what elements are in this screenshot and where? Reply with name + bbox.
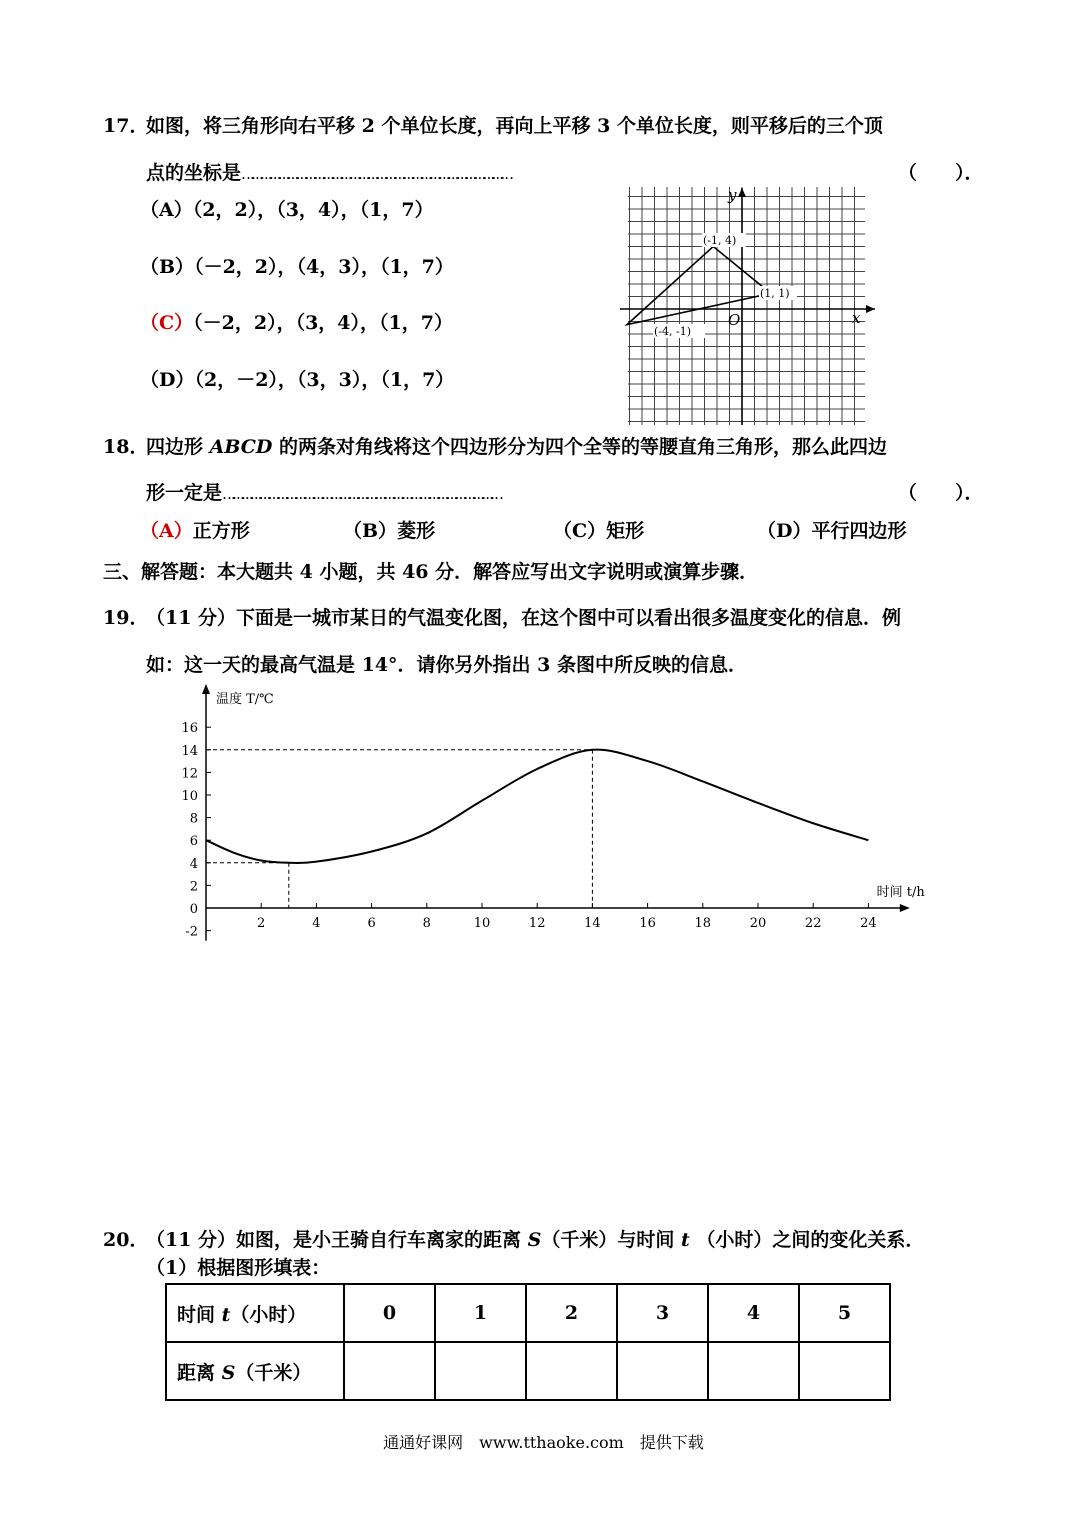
y-tick-label: 16 [181, 721, 198, 737]
q20-subquestion-1: （1）根据图形填表： [146, 1257, 331, 1279]
q18-line1: 四边形 ABCD 的两条对角线将这个四边形分为四个全等的等腰直角三角形，那么此四边 [146, 436, 888, 458]
answer-cell[interactable] [435, 1342, 526, 1400]
x-tick-label: 6 [367, 916, 376, 931]
q17-paren: （ ）． [898, 162, 984, 184]
point-label-b: (1, 1) [760, 287, 790, 300]
x-tick-label: 22 [804, 916, 822, 931]
x-axis-label: x [852, 309, 861, 327]
leader-dots: ………………………………………………………………………………… [222, 485, 498, 503]
temperature-chart [150, 682, 940, 952]
table-cell: 1 [435, 1284, 526, 1342]
y-tick-label: 6 [189, 834, 198, 850]
q17-option-d: （D）（2，－2），（3，3），（1，7） [140, 369, 455, 391]
row-header-distance: 距离 S（千米） [166, 1342, 344, 1400]
point-label-c: (-4, -1) [654, 325, 692, 338]
table-row [166, 1284, 890, 1342]
y-tick-label: -2 [185, 924, 198, 940]
q20-line1: （11 分）如图，是小王骑自行车离家的距离 S（千米）与时间 t （小时）之间的变化关系． [146, 1229, 925, 1251]
x-tick-label: 2 [257, 916, 266, 931]
q19-line2: 如：这一天的最高气温是 14°．请你另外指出 3 条图中所反映的信息． [146, 654, 748, 676]
q17-option-a: （A）（2，2），（3，4），（1，7） [140, 199, 434, 221]
answer-cell[interactable] [708, 1342, 799, 1400]
q17-coordinate-grid [620, 185, 880, 430]
section-heading: 三、解答题：本大题共 4 小题，共 46 分．解答应写出文字说明或演算步骤． [103, 561, 759, 583]
table-cell: 5 [799, 1284, 890, 1342]
y-tick-label: 8 [189, 811, 198, 827]
row-header-time: 时间 t（小时） [166, 1284, 344, 1342]
q18-paren: （ ）． [898, 482, 984, 504]
table-cell: 4 [708, 1284, 799, 1342]
q17-line2: 点的坐标是……………………………………………………………………………… [146, 162, 509, 184]
origin-label: O [728, 311, 741, 329]
q18-option-a: （A）正方形 [140, 520, 250, 542]
y-tick-label: 4 [189, 856, 198, 872]
q18-number: 18． [103, 436, 149, 458]
x-tick-label: 12 [528, 916, 546, 931]
x-tick-label: 8 [422, 916, 431, 931]
answer-cell[interactable] [799, 1342, 890, 1400]
y-tick-label: 10 [181, 789, 198, 804]
temperature-series-line [206, 750, 868, 863]
q17-line1: 如图，将三角形向右平移 2 个单位长度，再向上平移 3 个单位长度，则平移后的三个顶 [146, 115, 883, 137]
q17-option-b: （B）（－2，2），（4，3），（1，7） [140, 256, 454, 278]
x-tick-label: 18 [694, 916, 712, 931]
table-cell: 2 [526, 1284, 617, 1342]
answer-cell[interactable] [617, 1342, 708, 1400]
leader-dots: ……………………………………………………………………………… [241, 165, 509, 183]
x-tick-label: 24 [860, 916, 877, 931]
fill-in-table [165, 1283, 891, 1401]
table-row [166, 1342, 890, 1400]
x-tick-label: 14 [584, 916, 601, 931]
x-tick-label: 10 [473, 916, 491, 931]
q20-number: 20． [103, 1229, 149, 1251]
answer-label: （C） [140, 312, 194, 334]
q18-option-b: （B）菱形 [343, 520, 436, 542]
point-label-a: (-1, 4) [703, 234, 737, 247]
y-axis-label: y [728, 186, 737, 204]
q18-option-d: （D）平行四边形 [757, 520, 907, 542]
q17-number: 17． [103, 115, 149, 137]
y-axis-label: 温度 T/℃ [216, 692, 274, 707]
y-tick-label: 0 [189, 902, 198, 917]
answer-cell[interactable] [526, 1342, 617, 1400]
q17-option-c: （C）（－2，2），（3，4），（1，7） [140, 312, 453, 334]
q19-number: 19． [103, 607, 149, 629]
q18-line2: 形一定是………………………………………………………………………………… [146, 482, 498, 504]
x-tick-label: 20 [749, 916, 767, 931]
y-tick-label: 2 [189, 879, 198, 895]
x-axis-label: 时间 t/h [876, 885, 925, 900]
triangle [627, 247, 771, 325]
q18-option-c: （C）矩形 [553, 520, 645, 542]
table-cell: 3 [617, 1284, 708, 1342]
x-tick-label: 16 [639, 916, 656, 931]
table-cell: 0 [344, 1284, 435, 1342]
y-tick-label: 14 [181, 743, 198, 759]
footer: 通通好课网 www.tthaoke.com 提供下载 [383, 1433, 704, 1452]
q19-line1: （11 分）下面是一城市某日的气温变化图，在这个图中可以看出很多温度变化的信息．例 [146, 607, 902, 629]
answer-cell[interactable] [344, 1342, 435, 1400]
y-tick-label: 12 [181, 766, 198, 782]
x-tick-label: 4 [312, 916, 321, 931]
answer-label: （A） [140, 520, 193, 542]
